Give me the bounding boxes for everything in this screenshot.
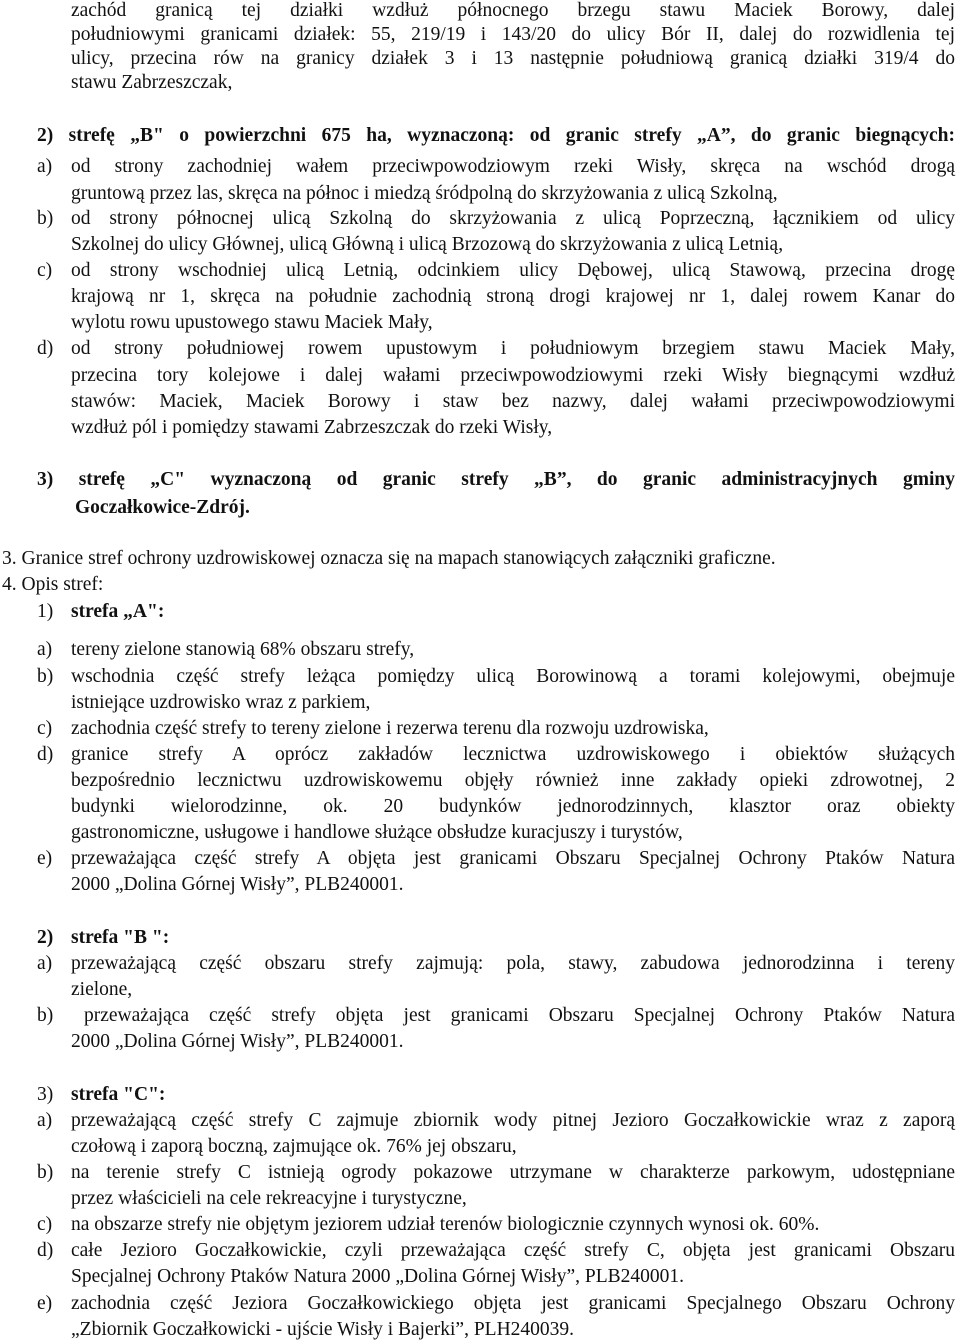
list-item-line: od strony południowej rowem upustowym i południowym brzegiem stawu Maciek Mały,	[71, 338, 955, 359]
list-item-line: krajową nr 1, skręca na południe zachodnią stroną drogi krajowej nr 1, dalej rowem Kanar do	[71, 286, 955, 307]
item-label: a)	[37, 953, 53, 974]
strefa-a-heading: strefa „A":	[71, 601, 165, 622]
list-item-line: przeważająca część strefy A objęta jest granicami Obszaru Specjalnej Ochrony Ptaków Natura	[71, 848, 955, 869]
item-label: a)	[37, 639, 53, 660]
list-item-line: tereny zielone stanowią 68% obszaru strefy,	[71, 639, 415, 660]
item-label: b)	[37, 1162, 54, 1183]
item-label: c)	[37, 1214, 53, 1235]
list-item-line: 2000 „Dolina Górnej Wisły”, PLB240001.	[71, 874, 404, 895]
list-item-line: zielone,	[71, 979, 133, 1000]
list-item-line: całe Jezioro Goczałkowickie, czyli przeważająca część strefy C, objęta jest granicami Obszaru	[71, 1240, 955, 1261]
item-label: b)	[37, 208, 54, 229]
list-item-line: na terenie strefy C istnieją ogrody pokazowe utrzymane w charakterze parkowym, udostępniane	[71, 1162, 955, 1183]
list-item-line: budynki wielorodzinne, ok. 20 budynków jednorodzinnych, klasztor oraz obiekty	[71, 796, 955, 817]
list-item-line: czołową i zaporą boczną, zajmujące ok. 76% jej obszaru,	[71, 1136, 517, 1157]
point-3: 3. Granice stref ochrony uzdrowiskowej oznacza się na mapach stanowiących załączniki graficzne.	[2, 548, 776, 569]
list-item-line: od strony zachodniej wałem przeciwpowodziowym rzeki Wisły, skręca na wschód drogą	[71, 156, 955, 177]
list-item-line: wschodnia część strefy leżąca pomiędzy ulicą Borowinową a torami kolejowymi, obejmuje	[71, 666, 955, 687]
zone-b-heading: 2) strefę „B" o powierzchni 675 ha, wyznaczoną: od granic strefy „A”, do granic biegnących:	[37, 125, 955, 146]
list-item-line: przecina tory kolejowe i dalej wałami przeciwpowodziowymi rzeki Wisły biegnącymi wzdłuż	[71, 365, 955, 386]
list-item-line: od strony północnej ulicą Szkolną do skrzyżowania z ulicą Poprzeczną, łącznikiem od ulicy	[71, 208, 955, 229]
item-label: a)	[37, 1110, 53, 1131]
list-item-line: wzdłuż pól i pomiędzy stawami Zabrzeszczak do rzeki Wisły,	[71, 417, 553, 438]
section-number: 1)	[37, 601, 54, 622]
list-item-line: 2000 „Dolina Górnej Wisły”, PLB240001.	[71, 1031, 404, 1052]
list-item-line: przeważająca część strefy objęta jest granicami Obszaru Specjalnej Ochrony Ptaków Natura	[84, 1005, 955, 1026]
list-item-line: przeważającą część obszaru strefy zajmują: pola, stawy, zabudowa jednorodzinna i tereny	[71, 953, 955, 974]
item-label: e)	[37, 1293, 53, 1314]
list-item-line: od strony wschodniej ulicą Letnią, odcinkiem ulicy Dębowej, ulicą Stawową, przecina drogę	[71, 260, 955, 281]
item-label: b)	[37, 1005, 54, 1026]
list-item-line: granice strefy A oprócz zakładów lecznictwa uzdrowiskowego i obiektów służących	[71, 744, 955, 765]
list-item-line: przeważającą część strefy C zajmuje zbiornik wody pitnej Jezioro Goczałkowickie wraz z zaporą	[71, 1110, 955, 1131]
zone-c-heading: 3) strefę „C" wyznaczoną od granic strefy „B”, do granic administracyjnych gminy	[37, 469, 955, 490]
item-label: e)	[37, 848, 53, 869]
list-item-line: na obszarze strefy nie objętym jeziorem udział terenów biologicznie czynnych wynosi ok. 60%.	[71, 1214, 820, 1235]
intro-line: stawu Zabrzeszczak,	[71, 72, 233, 93]
strefa-b-heading: strefa "B ":	[71, 927, 170, 948]
list-item-line: istniejące uzdrowisko wraz z parkiem,	[71, 692, 371, 713]
list-item-line: stawów: Maciek, Maciek Borowy i staw bez nazwy, dalej wałami przeciwpowodziowymi	[71, 391, 955, 412]
list-item-line: wylotu rowu upustowego stawu Maciek Mały,	[71, 312, 433, 333]
list-item-line: „Zbiornik Goczałkowicki - ujście Wisły i Bajerki”, PLH240039.	[71, 1319, 575, 1340]
item-label: d)	[37, 744, 54, 765]
list-item-line: przez właścicieli na cele rekreacyjne i turystyczne,	[71, 1188, 467, 1209]
section-number: 2)	[37, 927, 54, 948]
point-4: 4. Opis stref:	[2, 574, 104, 595]
section-number: 3)	[37, 1084, 54, 1105]
item-label: d)	[37, 1240, 54, 1261]
item-label: d)	[37, 338, 54, 359]
item-label: a)	[37, 156, 53, 177]
item-label: c)	[37, 718, 53, 739]
item-label: c)	[37, 260, 53, 281]
strefa-c-heading: strefa "C":	[71, 1084, 166, 1105]
list-item-line: Szkolnej do ulicy Głównej, ulicą Główną i ulicą Brzozową do skrzyżowania z ulicą Letnią,	[71, 234, 784, 255]
zone-c-heading: Goczałkowice-Zdrój.	[75, 497, 250, 518]
intro-line: południowymi granicami działek: 55, 219/19 i 143/20 do ulicy Bór II, dalej do rozwidlenia tej	[71, 24, 955, 45]
intro-line: zachód granicą tej działki wzdłuż północnego brzegu stawu Maciek Borowy, dalej	[71, 0, 955, 21]
list-item-line: Specjalnej Ochrony Ptaków Natura 2000 „Dolina Górnej Wisły”, PLB240001.	[71, 1266, 684, 1287]
list-item-line: bezpośrednio lecznictwu uzdrowiskowemu objęły również inne zakłady opieki zdrowotnej, 2	[71, 770, 955, 791]
intro-line: ulicy, przecina rów na granicy działek 3 i 13 następnie południową granicą działki 319/4 do	[71, 48, 955, 69]
item-label: b)	[37, 666, 54, 687]
list-item-line: zachodnia część strefy to tereny zielone i rezerwa terenu dla rozwoju uzdrowiska,	[71, 718, 709, 739]
list-item-line: gastronomiczne, usługowe i handlowe służące obsłudze kuracjuszy i turystów,	[71, 822, 683, 843]
list-item-line: zachodnia część Jeziora Goczałkowickiego objęta jest granicami Specjalnego Obszaru Ochrony	[71, 1293, 955, 1314]
list-item-line: gruntową przez las, skręca na północ i miedzą śródpolną do skrzyżowania z ulicą Szkolną,	[71, 183, 778, 204]
